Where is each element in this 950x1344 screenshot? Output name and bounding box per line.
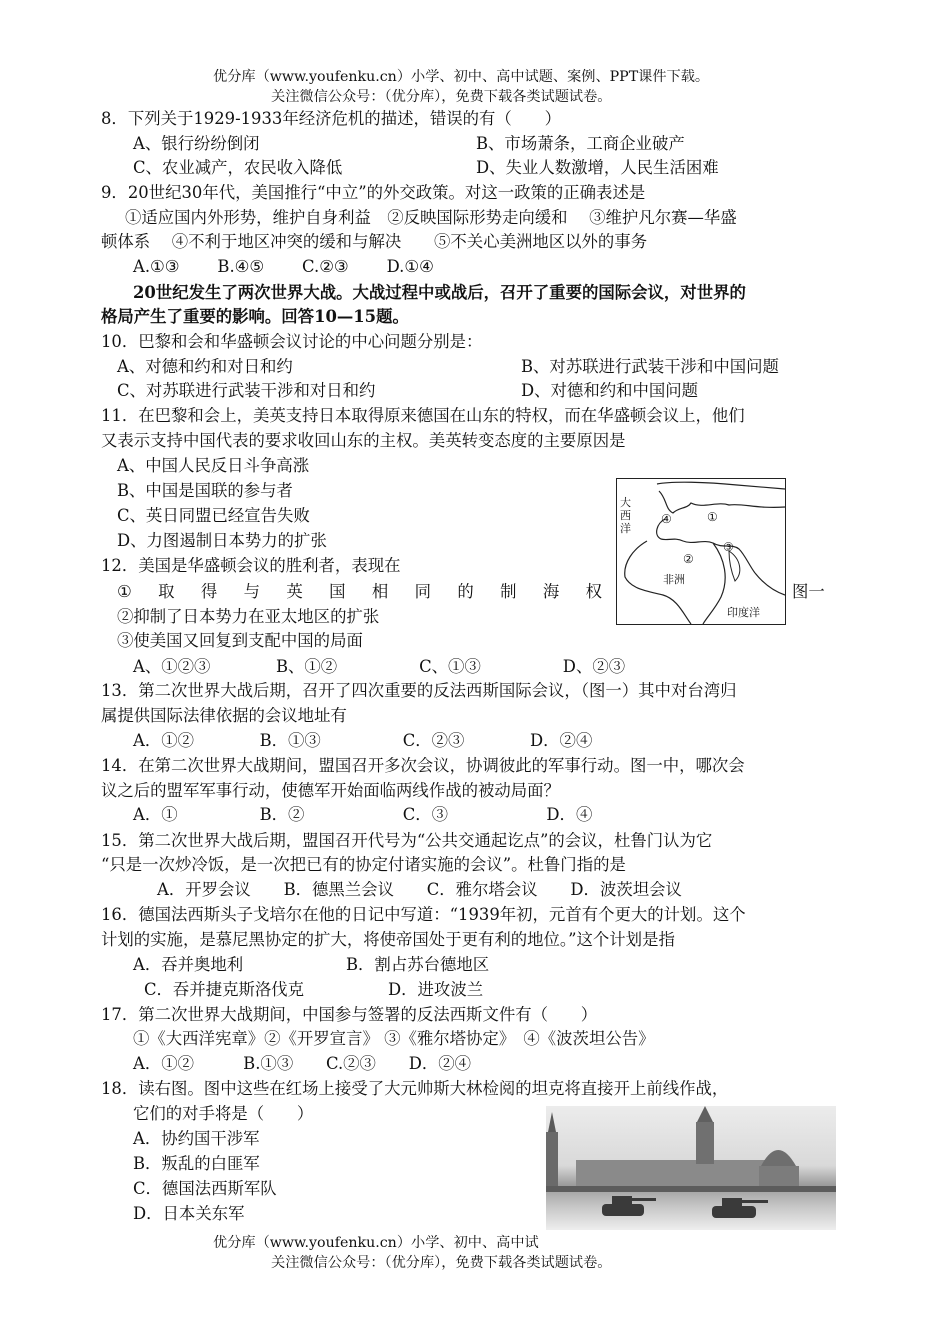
- q15-options: A．开罗会议 B．德黑兰会议 C．雅尔塔会议 D．波茨坦会议: [157, 880, 682, 899]
- q16-line-1: 16．德国法西斯头子戈培尔在他的日记中写道：“1939年初，元首有个更大的计划。这个: [101, 905, 746, 924]
- q10-option-b: B、对苏联进行武装干涉和中国问题: [521, 357, 779, 376]
- q8-option-b: B、市场萧条，工商企业破产: [476, 134, 685, 153]
- q8-stem: 8．下列关于1929-1933年经济危机的描述，错误的有（ ）: [101, 109, 561, 128]
- map-marker-2: ②: [683, 552, 694, 566]
- q10-option-a: A、对德和约和对日和约: [117, 357, 293, 376]
- q18-option-a: A．协约国干涉军: [133, 1129, 260, 1148]
- q18-line-2: 它们的对手将是（ ）: [133, 1104, 314, 1123]
- q12-item-1-char: 的: [457, 582, 474, 601]
- q12-stem: 12．美国是华盛顿会议的胜利者，表现在: [101, 556, 401, 575]
- q18-option-b: B．叛乱的白匪军: [133, 1154, 260, 1173]
- q16-option-d: D．进攻波兰: [388, 980, 484, 999]
- map-label-atlantic-2: 西: [620, 509, 631, 522]
- q8-option-c: C、农业减产，农民收入降低: [133, 158, 343, 177]
- q12-item-1-char: 权: [585, 582, 602, 601]
- map-marker-3: ③: [723, 540, 734, 554]
- q11-option-d: D、力图遏制日本势力的扩张: [117, 531, 327, 550]
- q14-line-2: 议之后的盟军军事行动，使德军开始面临两线作战的被动局面？: [101, 781, 560, 800]
- q16-option-c: C．吞并捷克斯洛伐克: [144, 980, 305, 999]
- section-intro-line-1: 20世纪发生了两次世界大战。大战过程中或战后，召开了重要的国际会议，对世界的: [133, 283, 746, 302]
- map-label-atlantic-1: 大: [620, 496, 631, 509]
- q16-line-2: 计划的实施，是慕尼黑协定的扩大，将使帝国处于更有利的地位。”这个计划是指: [101, 930, 675, 949]
- q11-line-2: 又表示支持中国代表的要求收回山东的主权。美英转变态度的主要原因是: [101, 431, 626, 450]
- q9-stem: 9．20世纪30年代，美国推行“中立”的外交政策。对这一政策的正确表述是: [101, 183, 646, 202]
- q14-line-1: 14．在第二次世界大战期间，盟国召开多次会议，协调彼此的军事行动。图一中，哪次会: [101, 756, 745, 775]
- q12-item-2: ②抑制了日本势力在亚太地区的扩张: [117, 607, 380, 626]
- q12-item-1-char: 英: [286, 582, 303, 601]
- map-label-indian-ocean: 印度洋: [727, 606, 760, 619]
- tank-parade-illustration: [546, 1106, 836, 1230]
- figure-1-caption: 图一: [792, 582, 825, 601]
- q12-item-1-char: 得: [200, 582, 218, 601]
- q10-option-d: D、对德和约和中国问题: [521, 381, 699, 400]
- q11-option-b: B、中国是国联的参与者: [117, 481, 293, 500]
- map-label-africa: 非洲: [663, 573, 685, 586]
- q17-options: A．①② B.①③ C.②③ D．②④: [133, 1054, 472, 1073]
- q12-item-1-char: 国: [329, 582, 346, 601]
- q12-item-1-char: ①: [117, 582, 132, 601]
- q12-item-3: ③使美国又回复到支配中国的局面: [117, 631, 363, 650]
- q12-item-1-char: 制: [500, 582, 517, 601]
- q10-option-c: C、对苏联进行武装干涉和对日和约: [117, 381, 376, 400]
- q12-item-1-char: 与: [243, 582, 260, 601]
- q12-item-1-char: 同: [414, 582, 431, 601]
- q9-line-2: ①适应国内外形势，维护自身利益 ②反映国际形势走向缓和 ③维护凡尔赛—华盛: [125, 208, 737, 227]
- q15-line-1: 15．第二次世界大战后期，盟国召开代号为“公共交通起讫点”的会议，杜鲁门认为它: [101, 831, 713, 850]
- q16-option-a: A．吞并奥地利: [133, 955, 244, 974]
- q12-item-1-char: 海: [542, 582, 560, 601]
- figure-1-map: [616, 478, 786, 625]
- q18-option-c: C．德国法西斯军队: [133, 1179, 277, 1198]
- map-marker-4: ④: [661, 512, 672, 526]
- q12-options: A、①②③ B、①② C、①③ D、②③: [133, 657, 626, 676]
- q11-option-c: C、英日同盟已经宣告失败: [117, 506, 310, 525]
- header-line-1: 优分库（www.youfenku.cn）小学、初中、高中试题、案例、PPT课件下载。: [213, 69, 710, 85]
- q9-options: A.①③ B.④⑤ C.②③ D.①④: [133, 257, 434, 276]
- section-intro-line-2: 格局产生了重要的影响。回答10—15题。: [101, 307, 409, 326]
- q9-line-3: 顿体系 ④不利于地区冲突的缓和与解决 ⑤不关心美洲地区以外的事务: [101, 232, 648, 251]
- q8-option-d: D、失业人数激增，人民生活困难: [476, 158, 719, 177]
- q17-stem: 17．第二次世界大战期间，中国参与签署的反法西斯文件有（ ）: [101, 1005, 598, 1024]
- q8-option-a: A、银行纷纷倒闭: [133, 134, 260, 153]
- q14-options: A．① B．② C．③ D．④: [133, 805, 593, 824]
- q13-options: A．①② B．①③ C．②③ D．②④: [133, 731, 593, 750]
- q18-line-1: 18．读右图。图中这些在红场上接受了大元帅斯大林检阅的坦克将直接开上前线作战，: [101, 1079, 729, 1098]
- map-outline: [617, 479, 785, 624]
- map-label-atlantic-3: 洋: [620, 522, 631, 535]
- q18-option-d: D．日本关东军: [133, 1204, 245, 1223]
- q10-stem: 10．巴黎和会和华盛顿会议讨论的中心问题分别是：: [101, 332, 483, 351]
- q16-option-b: B．割占苏台德地区: [346, 955, 490, 974]
- footer-line-1: 优分库（www.youfenku.cn）小学、初中、高中试: [213, 1235, 539, 1251]
- q12-item-1-char: 取: [158, 582, 175, 601]
- map-marker-1: ①: [707, 510, 718, 524]
- q11-line-1: 11．在巴黎和会上，美英支持日本取得原来德国在山东的特权，而在华盛顿会议上，他们: [101, 406, 745, 425]
- q13-line-2: 属提供国际法律依据的会议地址有: [101, 706, 347, 725]
- q12-item-1: [117, 581, 602, 603]
- footer-line-2: 关注微信公众号：（优分库），免费下载各类试题试卷。: [271, 1255, 612, 1271]
- red-square-tank-photo: [546, 1106, 836, 1230]
- q12-item-1-char: 相: [371, 582, 389, 601]
- q11-option-a: A、中国人民反日斗争高涨: [117, 456, 310, 475]
- header-line-2: 关注微信公众号：（优分库），免费下载各类试题试卷。: [271, 89, 612, 105]
- q13-line-1: 13．第二次世界大战后期，召开了四次重要的反法西斯国际会议，（图一）其中对台湾归: [101, 681, 737, 700]
- q15-line-2: “只是一次炒冷饭，是一次把已有的协定付诸实施的会议”。杜鲁门指的是: [101, 855, 626, 874]
- q17-items: ①《大西洋宪章》②《开罗宣言》 ③《雅尔塔协定》 ④《波茨坦公告》: [133, 1029, 655, 1048]
